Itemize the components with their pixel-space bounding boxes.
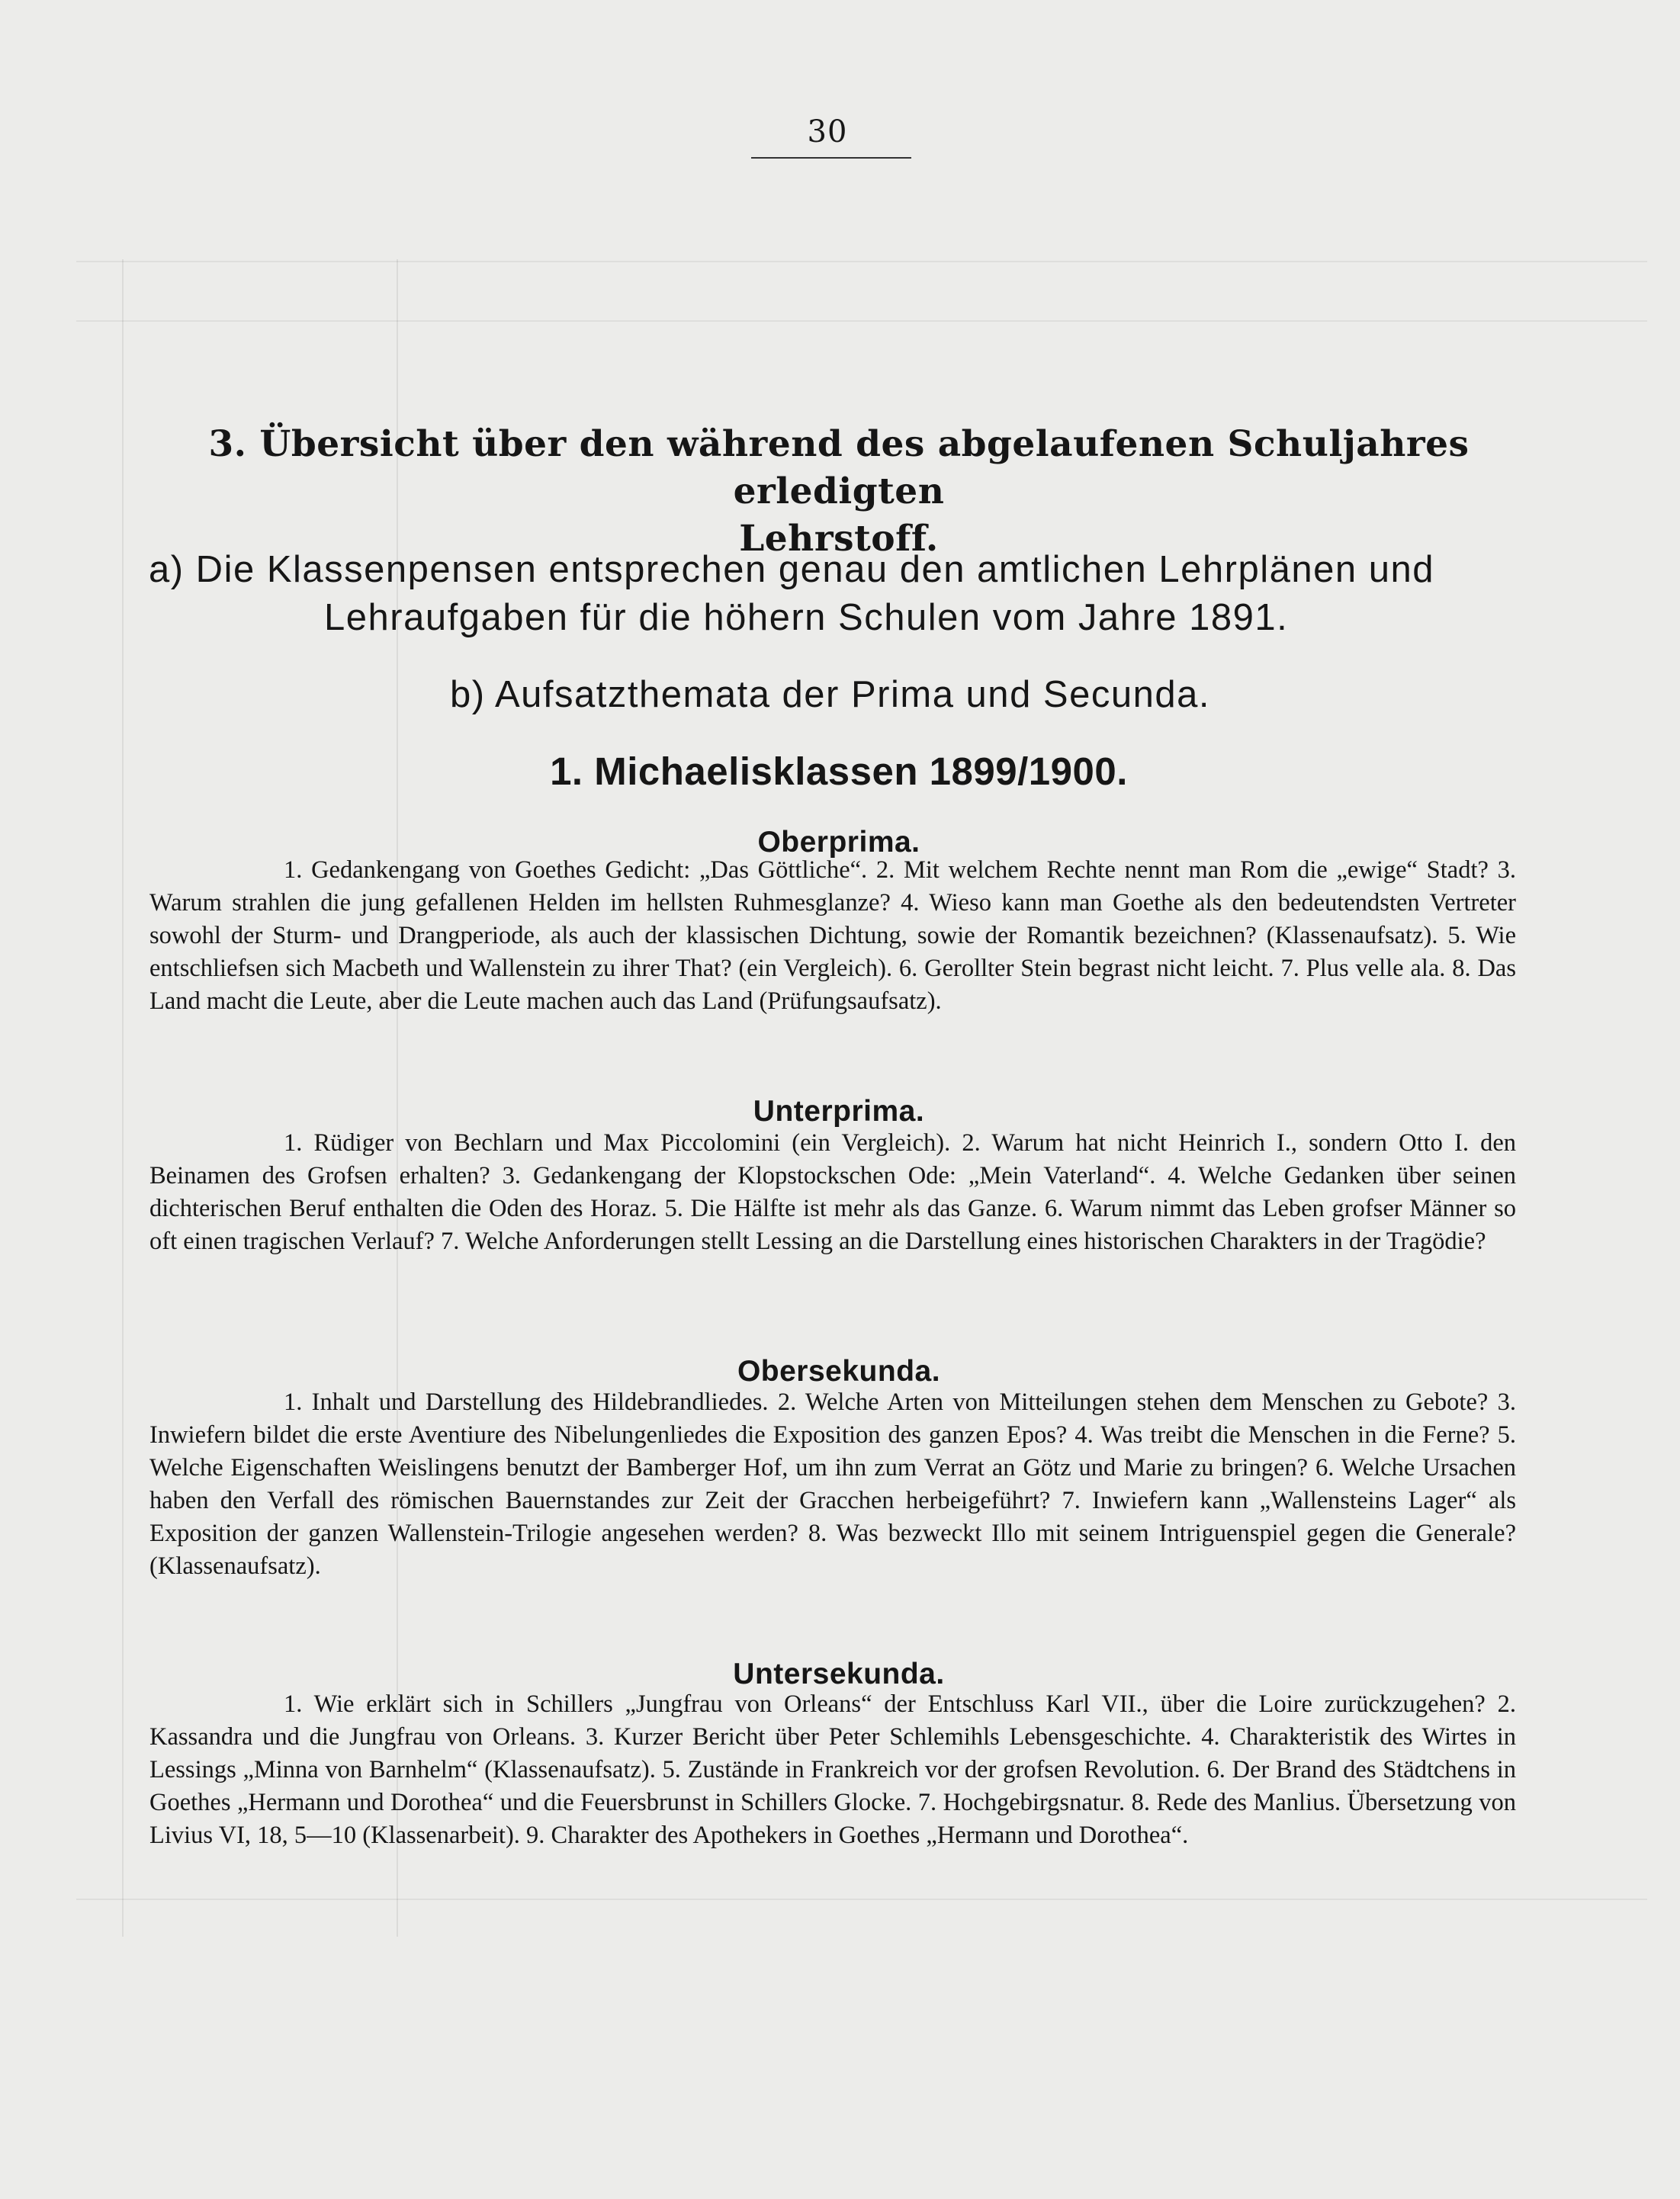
bleed-through-rule <box>76 261 1647 262</box>
section-title <box>145 421 1533 563</box>
essay-topics-oberprima: 1. Gedankengang von Goethes Gedicht: „Das Göttliche“. 2. Mit welchem Rechte nennt man Rom die „ewige“ Stadt? 3. Warum strahlen die jung gefallenen Helden im hellsten Ruhmesglanze? 4. Wieso kann man Goethe als den bedeutendsten Vertreter sowohl der Sturm- und Drangperiode, als auch der klassischen Dichtung, sowie der Romantik bezeichnen? (Klassenaufsatz). 5. Wie entschliefsen sich Macbeth und Wallenstein zu ihrer That? (ein Vergleich). 6. Gerollter Stein begrast nicht leicht. 7. Plus velle ala. 8. Das Land macht die Leute, aber die Leute machen auch das Land (Prüfungsaufsatz). <box>149 856 1516 1015</box>
subsection-b-heading: b) Aufsatzthemata der Prima und Secunda. <box>450 674 1210 715</box>
class-heading-untersekunda: Untersekunda. <box>733 1658 945 1690</box>
subsection-a-line-1: a) Die Klassenpensen entsprechen genau den amtlichen Lehrplänen und <box>149 549 1434 590</box>
essay-topics-untersekunda: 1. Wie erklärt sich in Schillers „Jungfrau von Orleans“ der Entschluss Karl VII., über die Loire zurückzugehen? 2. Kassandra und die Jungfrau von Orleans. 3. Kurzer Bericht über Peter Schlemihls Lebensgeschichte. 4. Charakteristik des Wirtes in Lessings „Minna von Barnhelm“ (Klassenaufsatz). 5. Zustände in Frankreich vor der grofsen Revolution. 6. Der Brand des Städtchens in Goethes „Hermann und Dorothea“ und die Feuersbrunst in Schillers Glocke. 7. Hochgebirgsnatur. 8. Rede des Manlius. Übersetzung von Livius VI, 18, 5—10 (Klassenarbeit). 9. Charakter des Apothekers in Goethes „Hermann und Dorothea“. <box>149 1690 1516 1849</box>
bleed-through-vrule <box>122 259 124 1937</box>
essay-topics-unterprima: 1. Rüdiger von Bechlarn und Max Piccolomini (ein Vergleich). 2. Warum hat nicht Heinrich I., sondern Otto I. den Beinamen des Grofsen erhalten? 3. Gedankengang der Klopstockschen Ode: „Mein Vaterland“. 4. Welche Gedanken über seinen dichterischen Beruf enthalten die Oden des Horaz. 5. Die Hälfte ist mehr als das Ganze. 6. Warum nimmt das Leben grofser Männer so oft einen tragischen Verlauf? 7. Welche Anforderungen stellt Lessing an die Darstellung eines historischen Charakters in der Tragödie? <box>149 1129 1516 1255</box>
class-heading-obersekunda: Obersekunda. <box>737 1355 941 1388</box>
bleed-through-rule <box>76 1899 1647 1900</box>
essay-topics-obersekunda: 1. Inhalt und Darstellung des Hildebrandliedes. 2. Welche Arten von Mitteilungen stehen dem Menschen zu Gebote? 3. Inwiefern bildet die erste Aventiure des Nibelungenliedes die Exposition des ganzen Epos? 4. Was treibt die Menschen in die Ferne? 5. Welche Eigenschaften Weislingens benutzt der Bamberger Hof, um ihn zum Verrat an Götz und Marie zu bringen? 6. Welche Ursachen haben den Verfall des römischen Bauernstandes zur Zeit der Gracchen herbeigeführt? 7. Inwiefern kann „Wallensteins Lager“ als Exposition der ganzen Wallenstein-Trilogie angesehen werden? 8. Was bezweckt Illo mit seinem Intriguenspiel gegen die Generale? (Klassenaufsatz). <box>149 1388 1516 1580</box>
section-title-line-1: 3. Übersicht über den während des abgelaufenen Schuljahres erledigten <box>208 423 1470 512</box>
page-number: 30 <box>807 114 848 149</box>
group-heading: 1. Michaelisklassen 1899/1900. <box>550 750 1128 793</box>
page-number-rule <box>751 157 911 159</box>
section-title-line-2: Lehrstoff. <box>739 518 939 560</box>
bleed-through-rule <box>76 320 1647 322</box>
class-heading-unterprima: Unterprima. <box>753 1095 925 1128</box>
subsection-a-heading <box>149 546 1529 642</box>
class-heading-oberprima: Oberprima. <box>757 826 920 859</box>
subsection-a-line-2: Lehraufgaben für die höhern Schulen vom Jahre 1891. <box>324 597 1289 638</box>
